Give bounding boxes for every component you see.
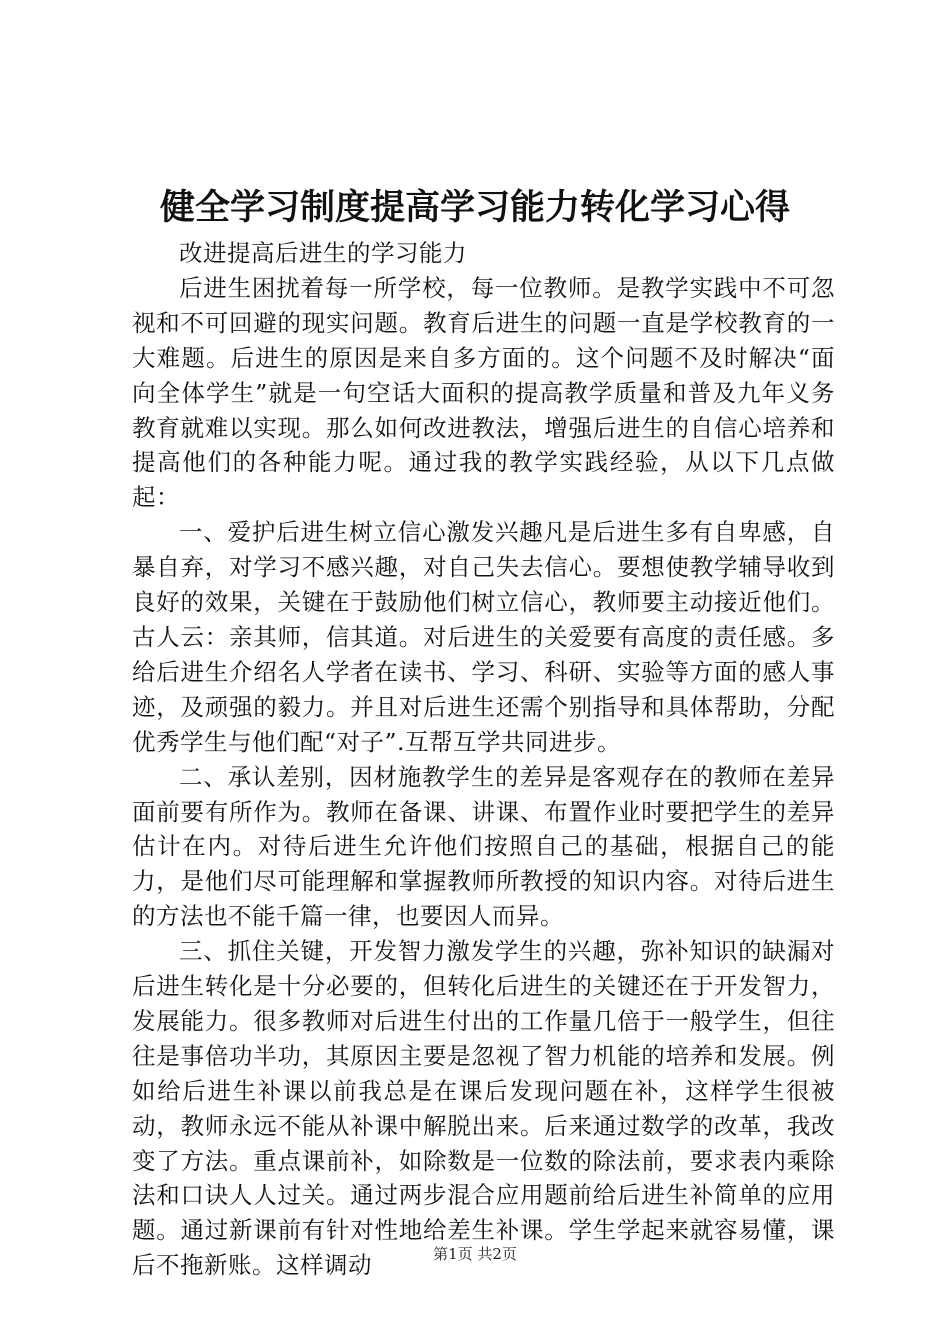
section-heading: 改进提高后进生的学习能力 — [179, 239, 467, 267]
paragraph-point-1: 一、爱护后进生树立信心激发兴趣凡是后进生多有自卑感，自暴自弃，对学习不感兴趣，对自己失去信心。要想使教学辅导收到良好的效果，关键在于鼓励他们树立信心，教师要主动接近他们。古人云：亲其师，信其道。对后进生的关爱要有高度的责任感。多给后进生介绍名人学者在读书、学习、科研、实验等方面的感人事迹，及顽强的毅力。并且对后进生还需个别指导和具体帮助，分配优秀学生与他们配“对子”.互帮互学共同进步。 — [132, 518, 835, 756]
paragraph-point-2: 二、承认差别，因材施教学生的差异是客观存在的教师在差异面前要有所作为。教师在备课、讲课、布置作业时要把学生的差异估计在内。对待后进生允许他们按照自己的基础，根据自己的能力，是他们尽可能理解和掌握教师所教授的知识内容。对待后进生的方法也不能千篇一律，也要因人而异。 — [132, 762, 835, 931]
document-body — [132, 236, 835, 1283]
document-title: 健全学习制度提高学习能力转化学习心得 — [159, 188, 790, 228]
page-number-footer: 第1页 共2页 — [433, 1245, 517, 1263]
paragraph-intro: 后进生困扰着每一所学校，每一位教师。是教学实践中不可忽视和不可回避的现实问题。教育后进生的问题一直是学校教育的一大难题。后进生的原因是来自多方面的。这个问题不及时解决“面向全体学生”就是一句空话大面积的提高教学质量和普及九年义务教育就难以实现。那么如何改进教法，增强后进生的自信心培养和提高他们的各种能力呢。通过我的教学实践经验，从以下几点做起： — [132, 273, 835, 512]
paragraph-point-3: 三、抓住关键，开发智力激发学生的兴趣，弥补知识的缺漏对后进生转化是十分必要的，但转化后进生的关键还在于开发智力，发展能力。很多教师对后进生付出的工作量几倍于一般学生，但往往是事倍功半功，其原因主要是忽视了智力机能的培养和发展。例如给后进生补课以前我总是在课后发现问题在补，这样学生很被动，教师永远不能从补课中解脱出来。后来通过数学的改革，我改变了方法。重点课前补，如除数是一位数的除法前，要求表内乘除法和口诀人人过关。通过两步混合应用题前给后进生补简单的应用题。通过新课前有针对性地给差生补课。学生学起来就容易懂，课后不拖新账。这样调动 — [132, 937, 835, 1280]
